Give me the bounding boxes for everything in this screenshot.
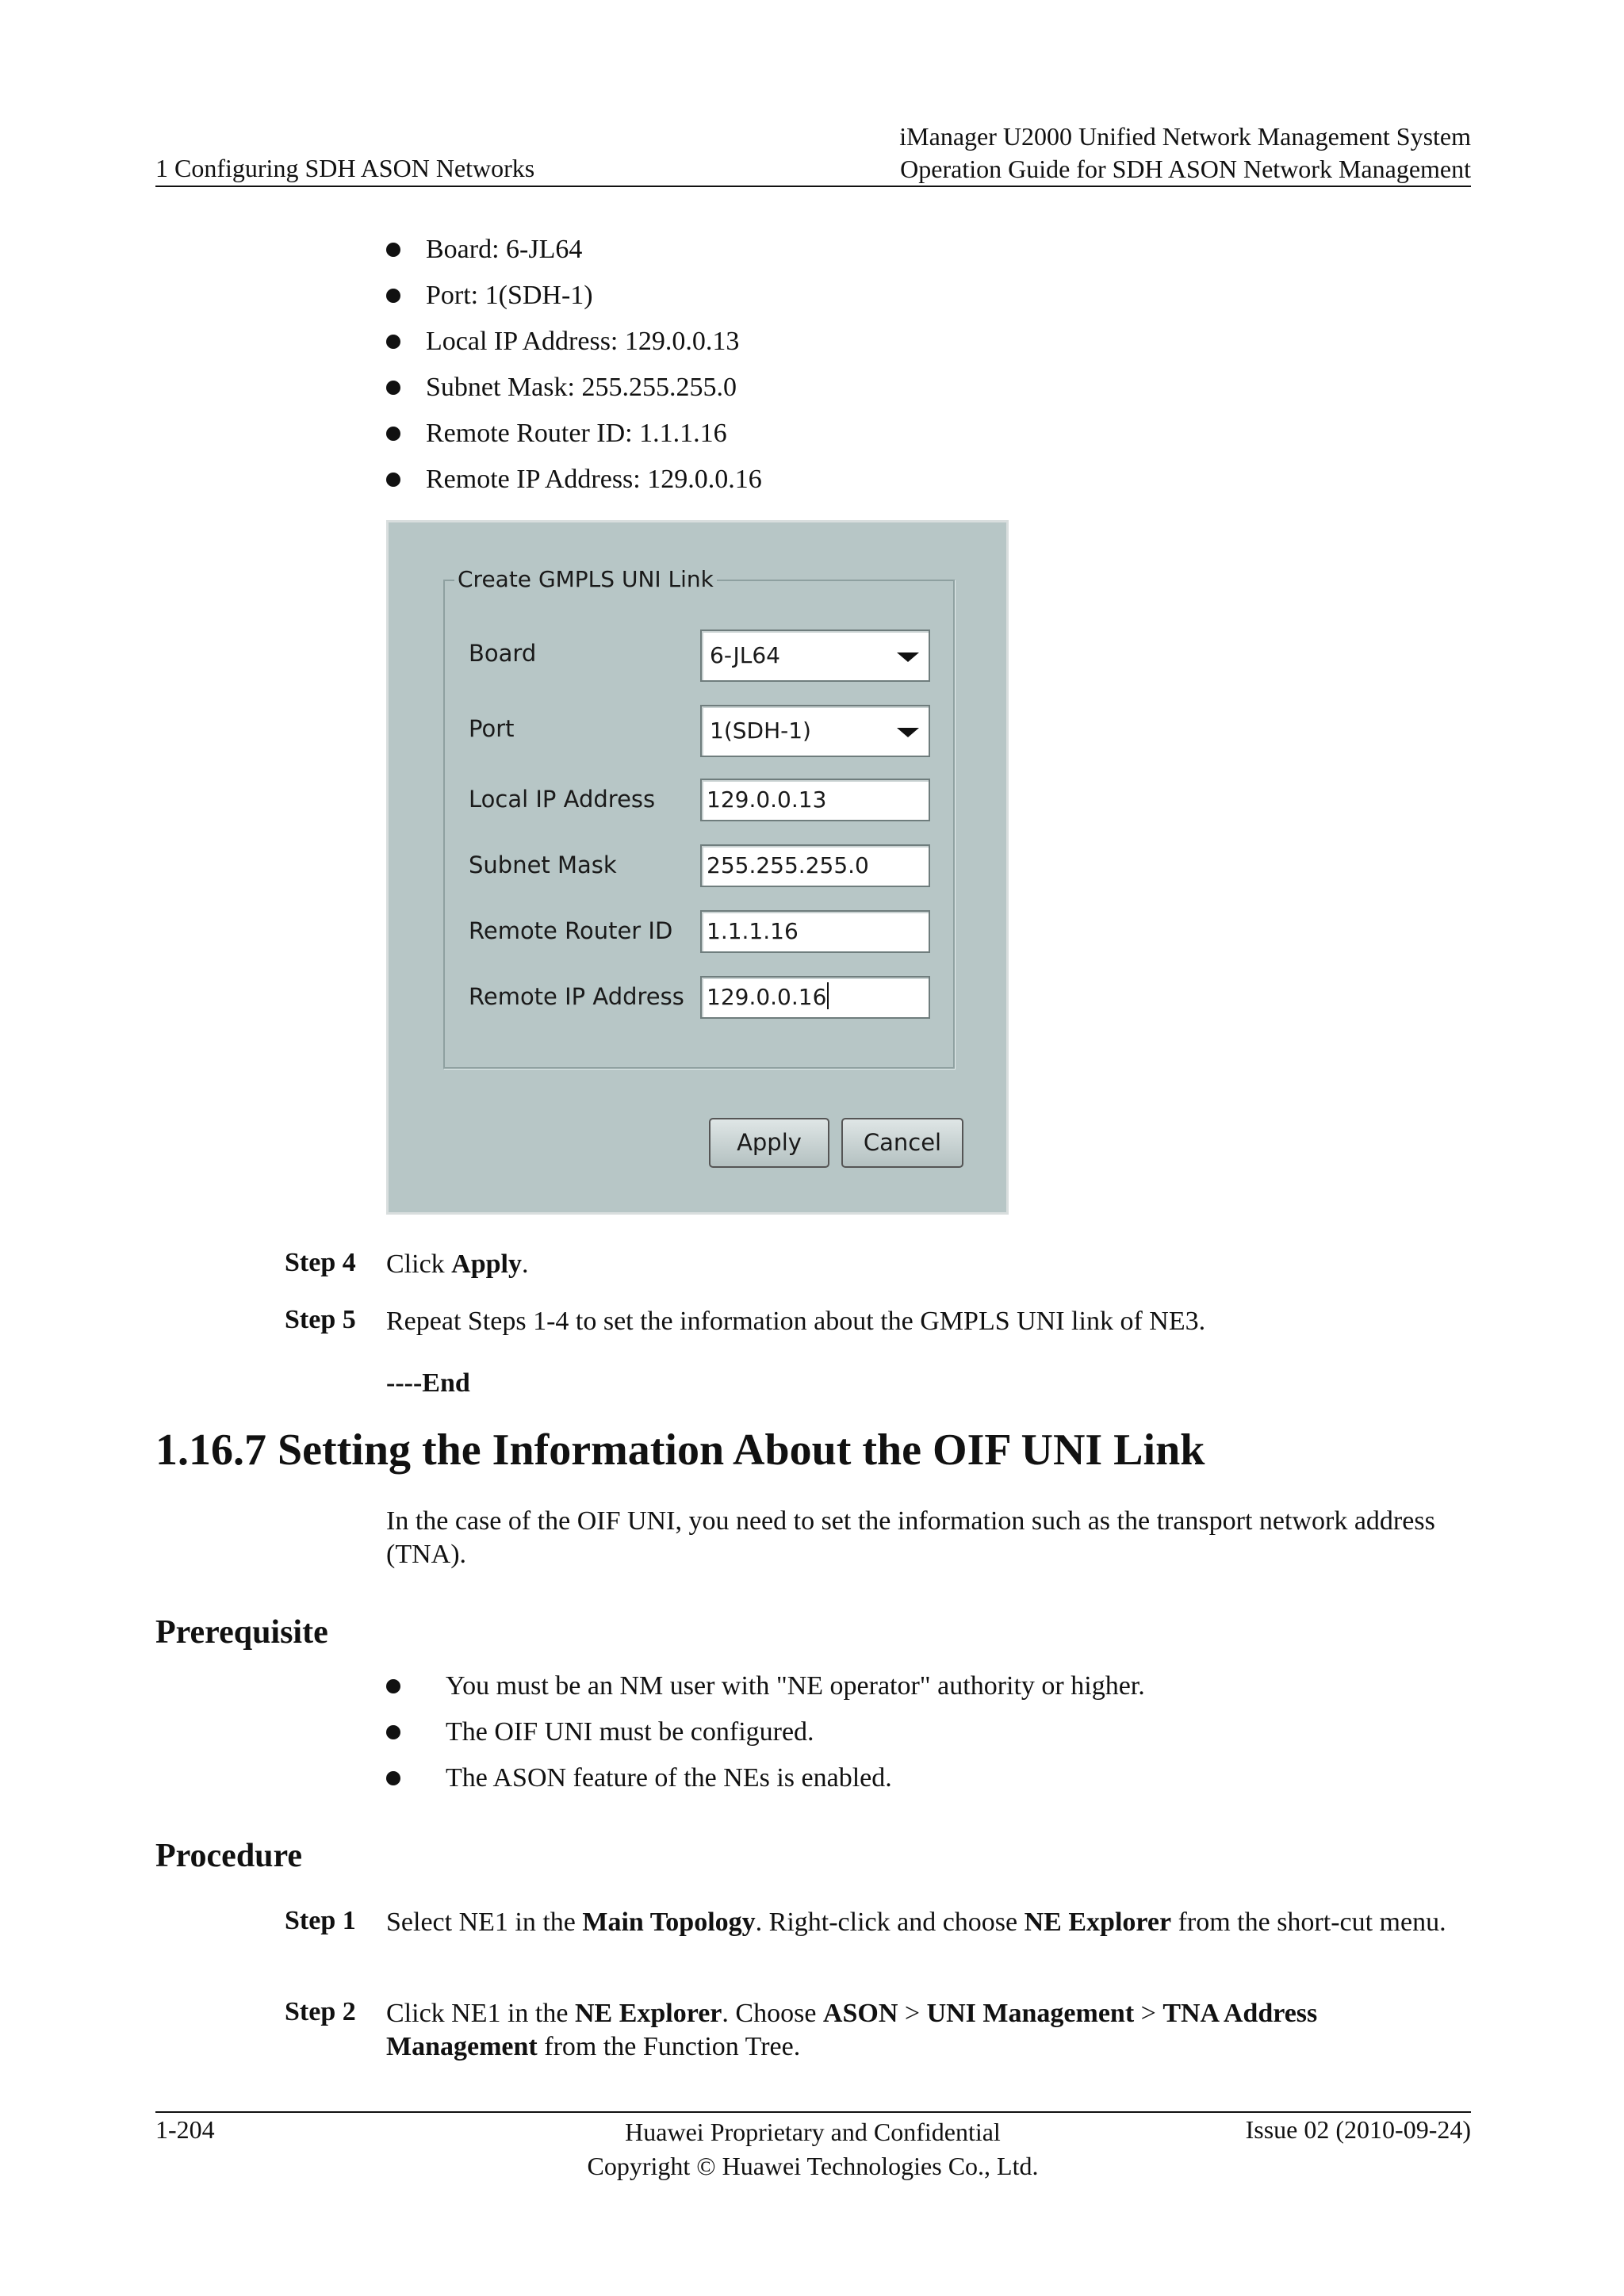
running-header-title — [899, 121, 1471, 186]
issue-date: Issue 02 (2010-09-24) — [1245, 2115, 1471, 2144]
list-item: Local IP Address: 129.0.0.13 — [386, 319, 762, 365]
local-ip-label: Local IP Address — [469, 786, 656, 813]
subnet-mask-label: Subnet Mask — [469, 851, 617, 878]
bullet-icon — [386, 243, 400, 257]
remote-ip-value: 129.0.0.16 — [707, 984, 827, 1010]
bullet-icon — [386, 381, 400, 395]
procedure-heading: Procedure — [155, 1838, 303, 1874]
list-item: The OIF UNI must be configured. — [386, 1709, 1145, 1755]
dropdown-arrow-icon[interactable] — [897, 728, 919, 737]
group-title: Create GMPLS UNI Link — [454, 566, 717, 592]
port-select-value: 1(SDH-1) — [710, 718, 811, 744]
step-1-label: Step 1 — [285, 1906, 356, 1935]
list-item: Board: 6-JL64 — [386, 227, 762, 273]
section-intro: In the case of the OIF UNI, you need to set the information such as the transport network address (TNA). — [386, 1506, 1435, 1569]
board-select-value: 6-JL64 — [710, 642, 780, 668]
list-item: Remote Router ID: 1.1.1.16 — [386, 411, 762, 457]
prerequisite-heading: Prerequisite — [155, 1614, 328, 1651]
board-select[interactable] — [700, 629, 930, 682]
bullet-icon — [386, 1771, 400, 1785]
header-rule — [155, 186, 1471, 187]
list-item: Subnet Mask: 255.255.255.0 — [386, 365, 762, 411]
bullet-icon — [386, 1679, 400, 1693]
remote-ip-label: Remote IP Address — [469, 983, 684, 1010]
copyright-note: Copyright © Huawei Technologies Co., Ltd. — [587, 2152, 1039, 2180]
product-name: iManager U2000 Unified Network Management System — [899, 122, 1471, 151]
bullet-icon — [386, 289, 400, 303]
link-parameter-list — [386, 227, 762, 503]
list-item: Port: 1(SDH-1) — [386, 273, 762, 319]
footer-notice — [523, 2115, 1102, 2183]
remote-router-id-input[interactable]: 1.1.1.16 — [700, 910, 930, 953]
step-5-label: Step 5 — [285, 1305, 356, 1334]
list-item: The ASON feature of the NEs is enabled. — [386, 1755, 1145, 1801]
step-5-text: Repeat Steps 1-4 to set the information about the GMPLS UNI link of NE3. — [386, 1307, 1206, 1336]
create-gmpls-uni-link-dialog — [386, 520, 1009, 1215]
step-4-label: Step 4 — [285, 1248, 356, 1277]
bullet-icon — [386, 1725, 400, 1739]
port-label: Port — [469, 715, 515, 742]
prerequisite-list — [386, 1663, 1145, 1801]
bullet-icon — [386, 473, 400, 487]
list-item: Remote IP Address: 129.0.0.16 — [386, 457, 762, 503]
step-2-label: Step 2 — [285, 1997, 356, 2026]
port-select[interactable] — [700, 705, 930, 757]
dropdown-arrow-icon[interactable] — [897, 652, 919, 662]
footer-rule — [155, 2111, 1471, 2113]
proprietary-note: Huawei Proprietary and Confidential — [625, 2118, 1001, 2146]
step-1-text: Select NE1 in the Main Topology. Right-click and choose NE Explorer from the short-cut menu. — [386, 1908, 1446, 1937]
subnet-mask-input[interactable]: 255.255.255.0 — [700, 844, 930, 887]
bullet-icon — [386, 427, 400, 441]
remote-ip-input[interactable] — [700, 976, 930, 1019]
remote-router-id-label: Remote Router ID — [469, 917, 673, 944]
step-4-text: Click Apply. — [386, 1249, 529, 1279]
step-2-text: Click NE1 in the NE Explorer. Choose ASON > UNI Management > TNA Address Management from the Function Tree. — [386, 1999, 1318, 2061]
page-number: 1-204 — [155, 2115, 215, 2144]
running-header-chapter: 1 Configuring SDH ASON Networks — [155, 154, 535, 182]
end-marker: ----End — [386, 1368, 470, 1398]
cancel-button[interactable]: Cancel — [841, 1118, 963, 1168]
board-label: Board — [469, 640, 537, 667]
list-item: You must be an NM user with "NE operator" authority or higher. — [386, 1663, 1145, 1709]
local-ip-input[interactable]: 129.0.0.13 — [700, 779, 930, 821]
bullet-icon — [386, 335, 400, 349]
apply-reference: Apply — [451, 1249, 522, 1279]
apply-button[interactable]: Apply — [709, 1118, 829, 1168]
text-cursor — [827, 982, 829, 1009]
guide-name: Operation Guide for SDH ASON Network Management — [900, 155, 1471, 183]
section-title: 1.16.7 Setting the Information About the OIF UNI Link — [155, 1425, 1205, 1475]
